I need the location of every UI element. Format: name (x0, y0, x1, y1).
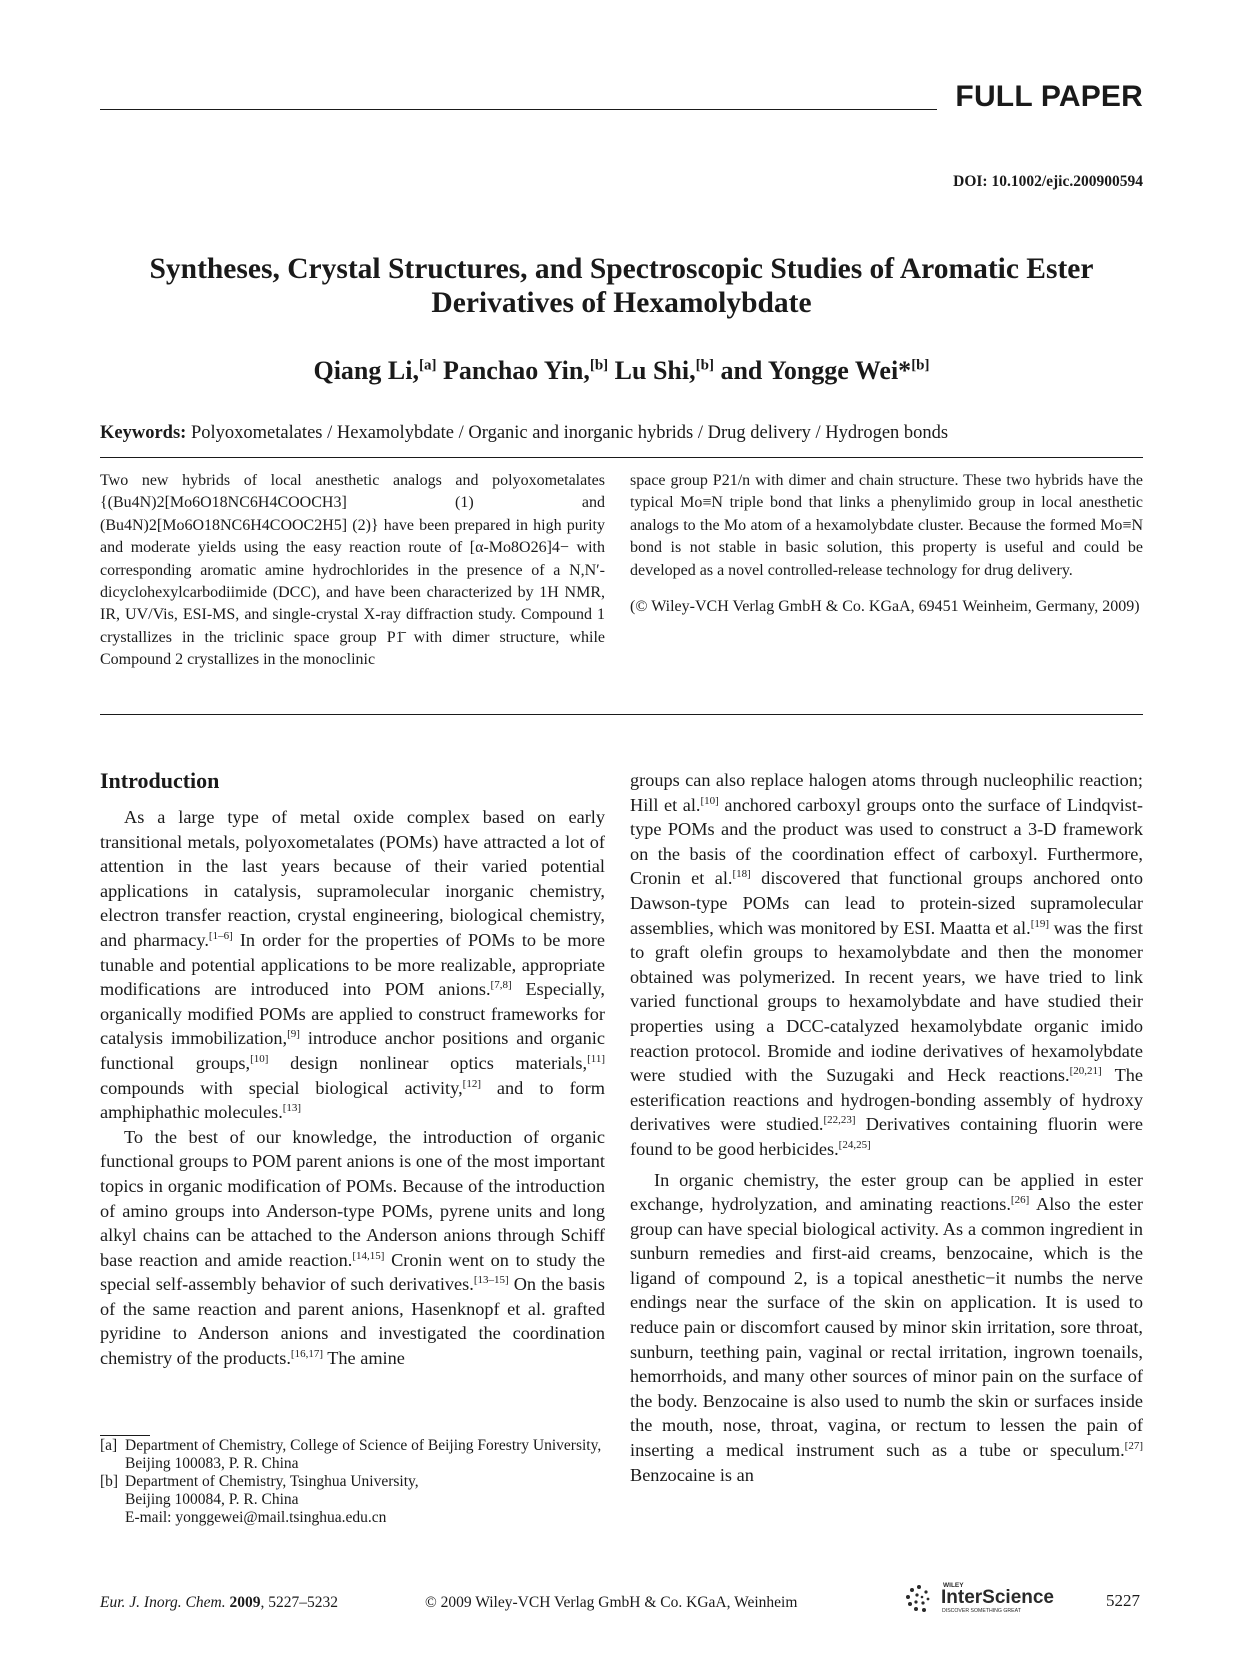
author: Panchao Yin, (442, 356, 590, 385)
author-list: Qiang Li,[a] Panchao Yin,[b] Lu Shi,[b] and Yongge Wei*[b] (313, 356, 930, 385)
logo-top-text: WILEY (943, 1582, 964, 1589)
author: and Yongge Wei* (720, 356, 912, 385)
keywords-text: Polyoxometalates / Hexamolybdate / Organic and inorganic hybrids / Drug delivery / Hydrogen bonds (190, 423, 949, 443)
section-label: FULL PAPER (955, 80, 1143, 113)
page-number: 5227 (1106, 1591, 1140, 1610)
header-rule (100, 109, 937, 110)
abstract-text-right: space group P21/n with dimer and chain structure. These two hybrids have the typical Mo≡N triple bond that links a phenylimido group in local anesthetic analogs to the Mo atom of a hexamolybdate cluster. Because the formed Mo≡N bond is not stable in basic solution, this property is useful and could be developed as a novel controlled-release technology for drug delivery. (630, 472, 1143, 579)
paragraph: groups can also replace halogen atoms through nucleophilic reaction; Hill et al.[10] anchored carboxyl groups onto the surface of Lindqvist-type POMs and the product was used to construct a 3-D framework on the basis of the coordination effect of carboxyl. Furthermore, Cronin et al.[18] discovered that functional groups anchored onto Dawson-type POMs can lead to protein-sized supramolecular assemblies, which was monitored by ESI. Maatta et al.[19] was the first to graft olefin groups to hexamolybdate and then the monomer obtained was polymerized. In recent years, we have tried to link varied functional groups to hexamolybdate and have studied their properties using a DCC-catalyzed hexamolybdate organic imido reaction protocol. Bromide and iodine derivatives of hexamolybdate were studied with the Suzugaki and Heck reactions.[20,21] The esterification reactions and hydrogen-bonding assembly of hydroxy derivatives were studied.[22,23] Derivatives containing fluorin were found to be good herbicides.[24,25] (630, 770, 1143, 1159)
doi: DOI: 10.1002/ejic.200900594 (953, 173, 1143, 190)
paragraph: To the best of our knowledge, the introduction of organic functional groups to POM parent anions is one of the most important topics in organic modification of POMs. Because of the introduction of amino groups into Anderson-type POMs, pyrene units and long alkyl chains can be attached to the Anderson anions through Schiff base reaction and amide reaction.[14,15] Cronin went on to study the special self-assembly behavior of such derivatives.[13–15] On the basis of the same reaction and parent anions, Hasenknopf et al. grafted pyridine to Anderson anions and investigated the coordination chemistry of the products.[16,17] The amine (100, 1126, 605, 1369)
paper-title: Syntheses, Crystal Structures, and Spectroscopic Studies of Aromatic Ester Derivatives of Hexamolybdate (149, 253, 1094, 319)
journal-citation: Eur. J. Inorg. Chem. 2009, 5227–5232 (100, 1594, 338, 1611)
affiliations (100, 1437, 605, 1527)
body-column-left (100, 805, 605, 1371)
abstract-text-left: Two new hybrids of local anesthetic analogs and polyoxometalates {(Bu4N)2[Mo6O18NC6H4COOCH3] (1) and (Bu4N)2[Mo6O18NC6H4COOC2H5] (2)} have been prepared in high purity and moderate yields using the easy reaction route of [α-Mo8O26]4− with corresponding aromatic amine hydrochlorides in the presence of a N,N′-dicyclohexylcarbodiimide (DCC), and have been characterized by 1H NMR, IR, UV/Vis, ESI-MS, and single-crystal X-ray diffraction study. Compound 1 crystallizes in the triclinic space group P1̄ with dimer structure, while Compound 2 crystallizes in the monoclinic (100, 472, 605, 669)
logo-swirl-icon (906, 1585, 929, 1612)
keywords (100, 423, 1143, 444)
paragraph: In organic chemistry, the ester group can be applied in ester exchange, hydrolyzation, and aminating reactions.[26] Also the ester group can have special biological activity. As a common ingredient in sunburn remedies and first-aid creams, benzocaine, which is the ligand of compound 2, is a topical anesthetic−it numbs the nerve endings near the surface of the skin on application. It is used to reduce pain or discomfort caused by minor skin irritation, sore throat, sunburn, teething pain, vaginal or rectal irritation, ingrown toenails, hemorrhoids, and many other sources of minor pain on the surface of the body. Benzocaine is also used to numb the skin or surfaces inside the mouth, nose, throat, vagina, or rectum to lessen the pain of inserting a medical instrument such as a tube or speculum.[27] Benzocaine is an (630, 1169, 1143, 1485)
footnote-rule (100, 1435, 150, 1436)
abstract-bottom-rule (100, 714, 1143, 715)
logo-tagline: DISCOVER SOMETHING GREAT (942, 1608, 1021, 1614)
paragraph: As a large type of metal oxide complex based on early transitional metals, polyoxometalates (POMs) have attracted a lot of attention in the last years because of their varied potential applications in catalysis, supramolecular inorganic chemistry, electron transfer reaction, crystal engineering, biological chemistry, and pharmacy.[1–6] In order for the properties of POMs to be more tunable and potential applications to be more realizable, appropriate modifications are introduced into POM anions.[7,8] Especially, organically modified POMs are applied to construct frameworks for catalysis immobilization,[9] introduce anchor positions and organic functional groups,[10] design nonlinear optics materials,[11] compounds with special biological activity,[12] and to form amphiphathic molecules.[13] (100, 807, 605, 1123)
abstract-left (100, 470, 605, 672)
affiliation-b: [b] Department of Chemistry, Tsinghua University, Beijing 100084, P. R. China E-mail: yonggewei@mail.tsinghua.edu.cn (100, 1473, 605, 1527)
keywords-label: Keywords: (100, 423, 187, 443)
contact-email: E-mail: yonggewei@mail.tsinghua.edu.cn (125, 1509, 387, 1526)
section-heading: Introduction (100, 768, 220, 793)
abstract-right (630, 470, 1143, 618)
abstract-copyright: (© Wiley-VCH Verlag GmbH & Co. KGaA, 69451 Weinheim, Germany, 2009) (630, 598, 1140, 616)
logo-main-text: InterScience (941, 1587, 1054, 1608)
footer-copyright: © 2009 Wiley-VCH Verlag GmbH & Co. KGaA, Weinheim (425, 1594, 798, 1611)
author: Lu Shi, (614, 356, 696, 385)
author: Qiang Li, (313, 356, 419, 385)
interscience-logo (901, 1577, 1061, 1617)
body-column-right (630, 768, 1143, 1487)
affiliation-a: [a] Department of Chemistry, College of Science of Beijing Forestry University, Beijing 100083, P. R. China (100, 1437, 602, 1472)
abstract-top-rule (100, 457, 1143, 458)
